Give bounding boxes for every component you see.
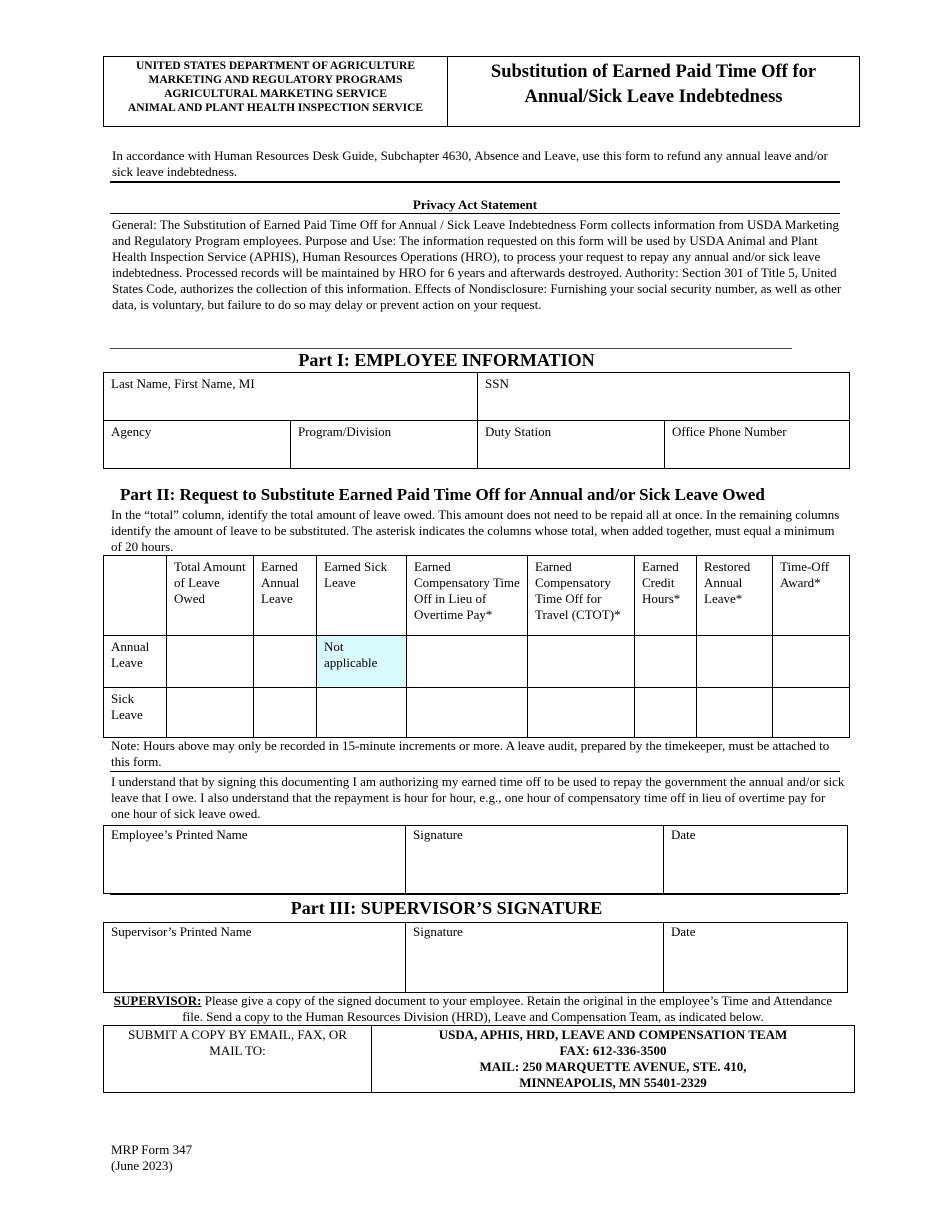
annual-total-cell[interactable] xyxy=(167,636,254,688)
employee-date-field[interactable] xyxy=(664,826,848,894)
office-phone-label: Office Phone Number xyxy=(672,424,787,439)
certification-text: I understand that by signing this documenting I am authorizing my earned time off to be used to repay the government the annual and/or sick leave that I owe. I also understand that the repayment is hour for hour, e.g., one hour of compensatory time off in lieu of overtime pay for one hour of sick leave owed. xyxy=(111,774,845,821)
agency-field[interactable] xyxy=(104,421,291,469)
annual-comp-time-cell[interactable] xyxy=(407,636,528,688)
column-header: Total Amount of Leave Owed xyxy=(167,556,254,636)
address-line: USDA, APHIS, HRD, LEAVE AND COMPENSATION TEAM xyxy=(438,1027,788,1042)
form-date: (June 2023) xyxy=(111,1158,173,1173)
divider xyxy=(110,348,792,349)
divider xyxy=(110,213,840,214)
submit-address xyxy=(372,1026,855,1093)
annual-ctot-cell[interactable] xyxy=(528,636,635,688)
title-line: Annual/Sick Leave Indebtedness xyxy=(524,87,783,107)
employee-info-table xyxy=(103,372,850,469)
supervisor-signature-table xyxy=(103,922,848,993)
column-header: Earned Sick Leave xyxy=(317,556,407,636)
column-header: Time-Off Award* xyxy=(773,556,850,636)
agency-line: AGRICULTURAL MARKETING SERVICE xyxy=(164,88,387,100)
column-header: Earned Compensatory Time Off in Lieu of Overtime Pay* xyxy=(407,556,528,636)
ssn-field[interactable] xyxy=(478,373,850,421)
form-number: MRP Form 347 xyxy=(111,1142,193,1157)
office-phone-field[interactable] xyxy=(665,421,850,469)
form-title xyxy=(448,57,859,126)
divider xyxy=(110,771,840,772)
sick-total-cell[interactable] xyxy=(167,688,254,738)
supervisor-name-field[interactable] xyxy=(104,923,406,993)
supervisor-date-field[interactable] xyxy=(664,923,848,993)
column-header: Earned Compensatory Time Off for Travel (CTOT)* xyxy=(528,556,635,636)
form-header xyxy=(103,56,860,127)
supervisor-signature-field[interactable] xyxy=(406,923,664,993)
program-label: Program/Division xyxy=(298,424,392,439)
signature-label: Signature xyxy=(413,827,463,842)
part2-instructions: In the “total” column, identify the total amount of leave owed. This amount does not need to be repaid all at once. In the remaining columns identify the amount of leave to be substituted. The asterisk indicates the columns whose total, when added together, must equal a minimum of 20 hours. xyxy=(111,507,840,554)
date-label: Date xyxy=(671,827,696,842)
column-header: Earned Credit Hours* xyxy=(635,556,697,636)
annual-restored-cell[interactable] xyxy=(697,636,773,688)
privacy-body: General: The Substitution of Earned Paid Time Off for Annual / Sick Leave Indebtedness Form collects information from USDA Marketing and Regulatory Program employees. Purpose and Use: The information requested on this form will be used by USDA Animal and Plant Health Inspection Service (APHIS), Human Resources Operations (HRO), to process your request to repay any annual and/or sick leave indebtedness. Processed records will be maintained by HRO for 6 years and afterwards destroyed. Authority: Section 301 of Title 5, United States Code, authorizes the collection of this information. Effects of Nondisclosure: Furnishing your social security number, as well as other data, is voluntary, but failure to do so may delay or prevent action on your request. xyxy=(112,217,842,312)
part1-heading: Part I: EMPLOYEE INFORMATION xyxy=(298,350,595,370)
part2-heading: Part II: Request to Substitute Earned Paid Time Off for Annual and/or Sick Leave Owed xyxy=(120,485,765,504)
agency-label: Agency xyxy=(111,424,152,439)
row-header: Sick Leave xyxy=(104,688,167,738)
address-line: MINNEAPOLIS, MN 55401-2329 xyxy=(519,1075,707,1090)
employee-name-label: Employee’s Printed Name xyxy=(111,827,248,842)
supervisor-name-label: Supervisor’s Printed Name xyxy=(111,924,252,939)
submit-table xyxy=(103,1025,855,1093)
name-label: Last Name, First Name, MI xyxy=(111,376,255,391)
supervisor-text: Please give a copy of the signed document to your employee. Retain the original in the employee’s Time and Attendance file. Send a copy to the Human Resources Division (HRD), Leave and Compensation Team, as indicated below. xyxy=(182,993,833,1024)
intro-text: In accordance with Human Resources Desk Guide, Subchapter 4630, Absence and Leave, use this form to refund any annual leave and/or sick leave indebtedness. xyxy=(112,148,828,179)
submit-label: SUBMIT A COPY BY EMAIL, FAX, OR MAIL TO: xyxy=(104,1026,372,1093)
employee-signature-field[interactable] xyxy=(406,826,664,894)
sick-restored-cell[interactable] xyxy=(697,688,773,738)
agency-line: UNITED STATES DEPARTMENT OF AGRICULTURE xyxy=(135,60,416,72)
signature-label: Signature xyxy=(413,924,463,939)
sick-earned-sick-cell[interactable] xyxy=(317,688,407,738)
annual-award-cell[interactable] xyxy=(773,636,850,688)
name-field[interactable] xyxy=(104,373,478,421)
privacy-heading: Privacy Act Statement xyxy=(412,197,538,212)
corner-cell xyxy=(104,556,167,636)
sick-comp-time-cell[interactable] xyxy=(407,688,528,738)
part3-heading: Part III: SUPERVISOR’S SIGNATURE xyxy=(290,898,603,918)
fax-line: FAX: 612-336-3500 xyxy=(559,1043,667,1058)
divider xyxy=(110,893,840,895)
agency-line: ANIMAL AND PLANT HEALTH INSPECTION SERVICE xyxy=(127,102,424,114)
employee-signature-table xyxy=(103,825,848,894)
duty-station-label: Duty Station xyxy=(485,424,552,439)
annual-credit-hours-cell[interactable] xyxy=(635,636,697,688)
annual-earned-annual-cell[interactable] xyxy=(254,636,317,688)
date-label: Date xyxy=(671,924,696,939)
sick-credit-hours-cell[interactable] xyxy=(635,688,697,738)
column-header: Earned Annual Leave xyxy=(254,556,317,636)
divider xyxy=(110,181,840,183)
supervisor-instructions xyxy=(112,993,834,1025)
row-header: Annual Leave xyxy=(104,636,167,688)
agency-block xyxy=(104,57,448,126)
employee-name-field[interactable] xyxy=(104,826,406,894)
sick-ctot-cell[interactable] xyxy=(528,688,635,738)
supervisor-label: SUPERVISOR: xyxy=(113,993,202,1008)
sick-award-cell[interactable] xyxy=(773,688,850,738)
column-header: Restored Annual Leave* xyxy=(697,556,773,636)
note-text: Note: Hours above may only be recorded in 15-minute increments or more. A leave audit, prepared by the timekeeper, must be attached to this form. xyxy=(111,738,830,769)
sick-earned-annual-cell[interactable] xyxy=(254,688,317,738)
ssn-label: SSN xyxy=(485,376,509,391)
agency-line: MARKETING AND REGULATORY PROGRAMS xyxy=(148,74,403,86)
annual-earned-sick-cell: Not applicable xyxy=(317,636,407,688)
title-line: Substitution of Earned Paid Time Off for xyxy=(490,62,817,82)
program-field[interactable] xyxy=(291,421,478,469)
address-line: MAIL: 250 MARQUETTE AVENUE, STE. 410, xyxy=(479,1059,747,1074)
duty-station-field[interactable] xyxy=(478,421,665,469)
leave-substitution-table xyxy=(103,555,850,738)
